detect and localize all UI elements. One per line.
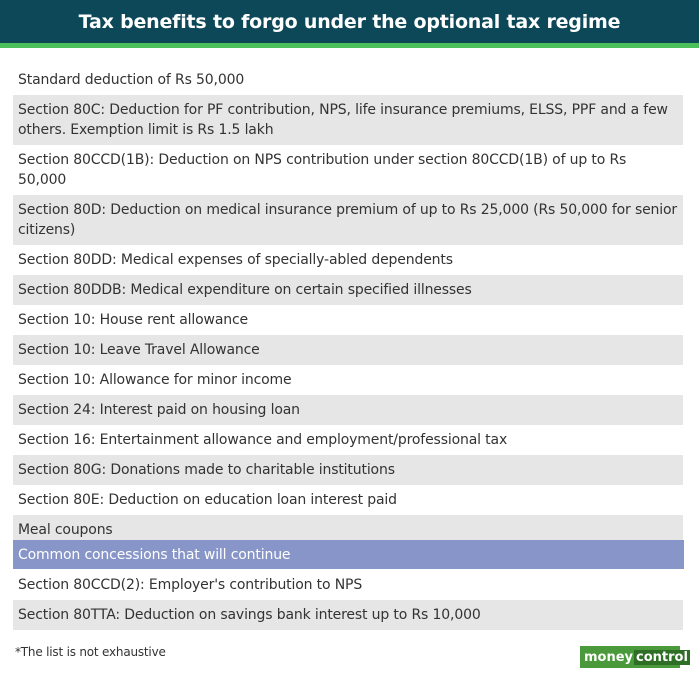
logo-part-money: money <box>584 649 634 665</box>
list-item: Section 80CCD(2): Employer's contribution to NPS <box>18 577 363 593</box>
list-item: Section 80G: Donations made to charitable institutions <box>13 455 683 485</box>
list-item: Section 16: Entertainment allowance and employment/professional tax <box>18 432 508 448</box>
list-item: Section 80TTA: Deduction on savings bank interest up to Rs 10,000 <box>13 600 683 630</box>
list-item: Section 10: Leave Travel Allowance <box>13 335 683 365</box>
list-item: Section 80DD: Medical expenses of specially-abled dependents <box>18 252 453 268</box>
header-banner <box>0 0 699 48</box>
list-item: Section 80CCD(1B): Deduction on NPS contribution under section 80CCD(1B) of up to Rs 50,000 <box>18 152 627 188</box>
list-item: Section 80DDB: Medical expenditure on certain specified illnesses <box>13 275 683 305</box>
page-title: Tax benefits to forgo under the optional tax regime <box>78 10 621 33</box>
list-item: Section 10: Allowance for minor income <box>18 372 292 388</box>
continue-list <box>13 570 683 630</box>
continue-section-heading: Common concessions that will continue <box>13 540 684 569</box>
footnote: *The list is not exhaustive <box>15 645 166 659</box>
list-item: Section 80E: Deduction on education loan interest paid <box>18 492 397 508</box>
moneycontrol-logo <box>580 646 688 668</box>
list-item: Standard deduction of Rs 50,000 <box>18 72 245 88</box>
list-item: Section 80D: Deduction on medical insurance premium of up to Rs 25,000 (Rs 50,000 for senior citizens) <box>13 195 683 245</box>
list-item: Section 24: Interest paid on housing loan <box>13 395 683 425</box>
list-item: Section 10: House rent allowance <box>18 312 248 328</box>
list-item: Meal coupons <box>13 515 683 545</box>
logo-part-control: control <box>636 649 688 665</box>
list-item: Section 80C: Deduction for PF contribution, NPS, life insurance premiums, ELSS, PPF and a few others. Exemption limit is Rs 1.5 lakh <box>13 95 683 145</box>
forgo-list <box>13 65 683 545</box>
